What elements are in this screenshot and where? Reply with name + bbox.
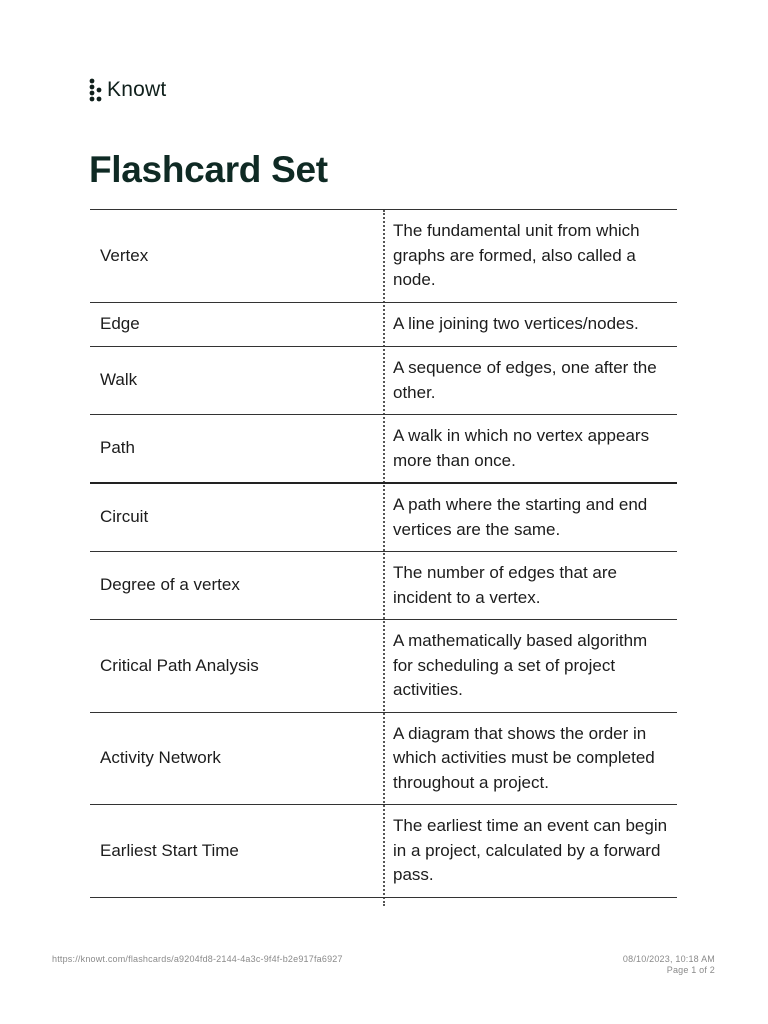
table-row <box>90 210 677 303</box>
card-term: Circuit <box>100 507 149 527</box>
knowt-dots-logo-icon <box>89 78 103 102</box>
table-row <box>90 712 677 805</box>
card-definition: The fundamental unit from which graphs are formed, also called a node. <box>393 221 640 290</box>
table-row <box>90 347 677 415</box>
footer-datetime: 08/10/2023, 10:18 AM <box>622 954 715 964</box>
footer-page-info: Page 1 of 2 <box>666 965 715 975</box>
card-definition: A walk in which no vertex appears more than once. <box>393 426 650 470</box>
card-definition: A sequence of edges, one after the other. <box>393 358 657 402</box>
card-term: Vertex <box>100 245 149 265</box>
card-term: Degree of a vertex <box>100 575 240 595</box>
card-term: Path <box>100 438 135 458</box>
table-row <box>90 552 677 620</box>
card-term: Activity Network <box>100 748 221 767</box>
table-row <box>90 620 677 713</box>
knowt-logo <box>89 78 166 102</box>
table-row <box>90 415 677 484</box>
table-row <box>90 805 677 898</box>
table-row <box>90 483 677 552</box>
card-term: Critical Path Analysis <box>100 655 259 675</box>
footer-url: https://knowt.com/flashcards/a9204fd8-2144-4a3c-9f4f-b2e917fa6927 <box>52 954 343 964</box>
page-title: Flashcard Set <box>89 149 328 190</box>
card-definition: A mathematically based algorithm for scheduling a set of project activities. <box>393 631 648 699</box>
card-definition: A diagram that shows the order in which activities must be completed throughout a project. <box>393 723 655 792</box>
card-definition: The number of edges that are incident to a vertex. <box>393 563 617 607</box>
brand-name: Knowt <box>107 78 167 101</box>
card-term: Walk <box>100 370 138 390</box>
card-definition: The earliest time an event can begin in a project, calculated by a forward pass. <box>393 816 668 884</box>
card-term: Earliest Start Time <box>100 840 239 860</box>
flashcard-table <box>90 209 677 898</box>
card-definition: A line joining two vertices/nodes. <box>393 314 639 334</box>
footer-meta <box>623 954 715 976</box>
card-term: Edge <box>100 314 140 334</box>
table-row <box>90 303 677 347</box>
card-definition: A path where the starting and end vertices are the same. <box>393 495 648 539</box>
